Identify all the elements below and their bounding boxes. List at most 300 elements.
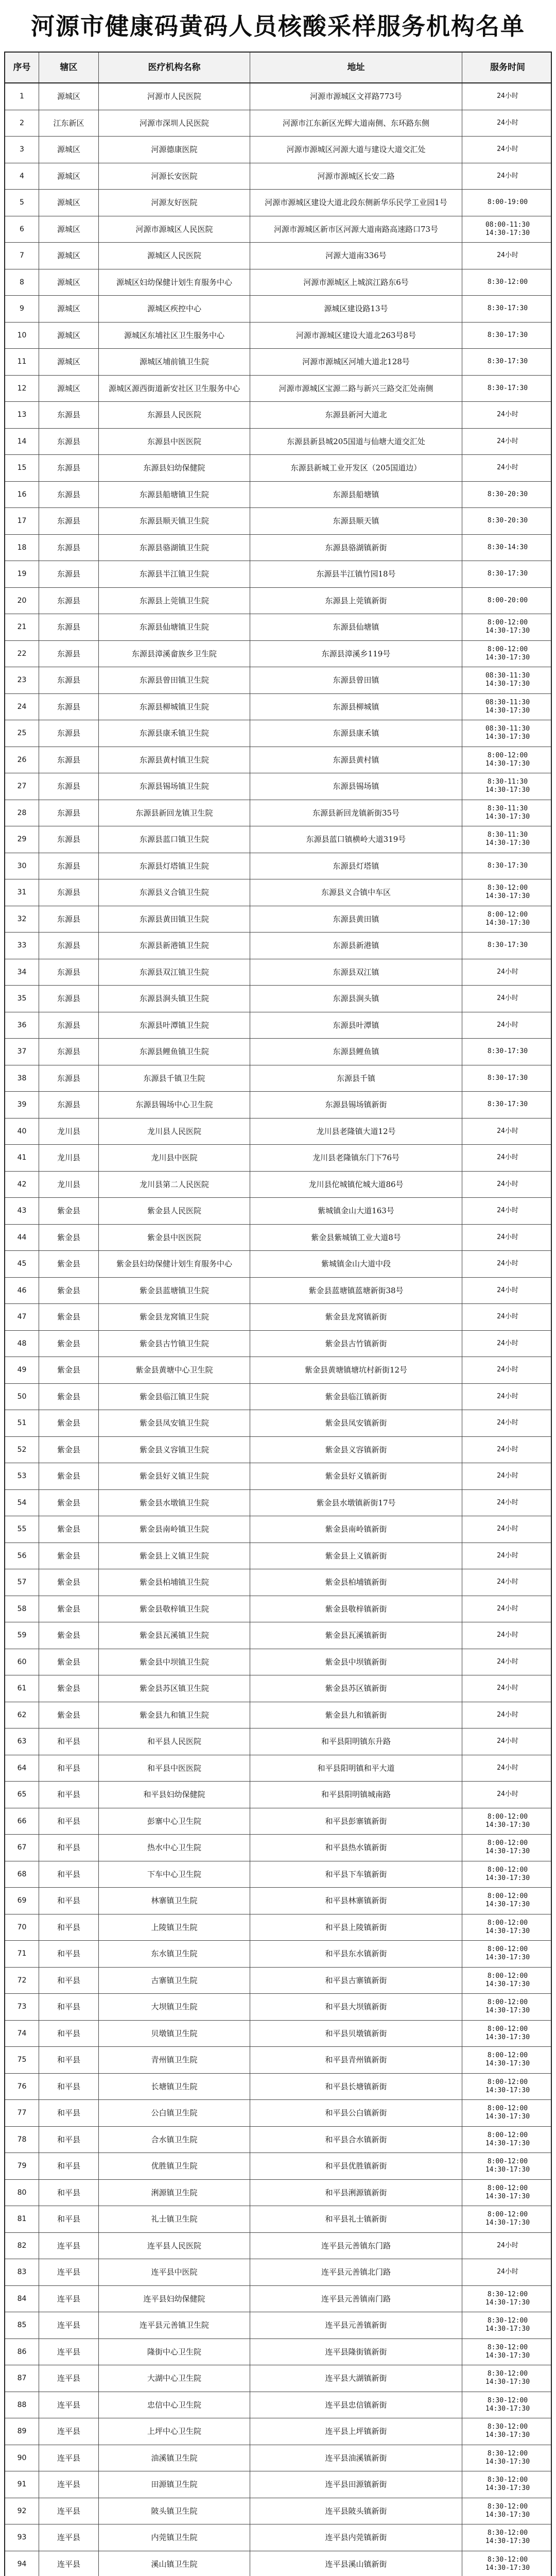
row-district: 紫金县 <box>39 1649 99 1675</box>
table-row <box>5 455 551 482</box>
row-index: 4 <box>5 163 39 190</box>
row-index: 10 <box>5 323 39 349</box>
row-index: 34 <box>5 959 39 986</box>
row-institution: 贝墩镇卫生院 <box>99 2021 250 2047</box>
row-district: 连平县 <box>39 2392 99 2418</box>
row-institution: 连平县妇幼保健院 <box>99 2286 250 2312</box>
row-index: 64 <box>5 1755 39 1782</box>
row-index: 19 <box>5 561 39 587</box>
table-row <box>5 269 551 296</box>
row-institution: 下车中心卫生院 <box>99 1861 250 1888</box>
row-index: 89 <box>5 2418 39 2445</box>
table-row <box>5 190 551 216</box>
row-service-time: 24小时 <box>497 1498 518 1506</box>
row-district: 连平县 <box>39 2233 99 2259</box>
table-row <box>5 2206 551 2233</box>
row-index: 88 <box>5 2392 39 2418</box>
row-district: 连平县 <box>39 2418 99 2445</box>
row-district: 东源县 <box>39 1012 99 1039</box>
row-service-time: 8:30-17:30 <box>487 304 528 313</box>
row-index: 78 <box>5 2127 39 2153</box>
row-address: 东源县黄村镇 <box>250 747 462 773</box>
row-institution: 大湖中心卫生院 <box>99 2365 250 2392</box>
row-district: 紫金县 <box>39 1675 99 1702</box>
row-service-time: 8:30-12:00 14:30-17:30 <box>485 2529 530 2546</box>
row-service-time: 24小时 <box>497 2241 518 2249</box>
row-service-time: 24小时 <box>497 437 518 445</box>
table-row <box>5 667 551 694</box>
row-index: 16 <box>5 482 39 508</box>
row-index: 69 <box>5 1888 39 1914</box>
row-index: 53 <box>5 1463 39 1489</box>
row-service-time: 24小时 <box>497 968 518 976</box>
row-service-time: 8:30-17:30 <box>487 570 528 578</box>
row-index: 3 <box>5 137 39 163</box>
row-district: 东源县 <box>39 667 99 693</box>
row-district: 紫金县 <box>39 1702 99 1728</box>
table-row <box>5 1039 551 1065</box>
row-service-time: 24小时 <box>497 1313 518 1321</box>
row-district: 和平县 <box>39 2021 99 2047</box>
row-address: 连平县油溪镇新街 <box>250 2445 462 2471</box>
table-row <box>5 110 551 137</box>
row-address: 河源大道南336号 <box>250 243 462 269</box>
row-institution: 紫金县义容镇卫生院 <box>99 1437 250 1463</box>
row-address: 河源市源城区新市区河源大道南路高速路口73号 <box>250 216 462 243</box>
row-institution: 彭寨中心卫生院 <box>99 1808 250 1835</box>
row-institution: 龙川县人民医院 <box>99 1118 250 1145</box>
row-district: 源城区 <box>39 216 99 243</box>
row-address: 和平县浰源镇新街 <box>250 2180 462 2206</box>
row-institution: 河源市人民医院 <box>99 83 250 110</box>
document-title: 河源市健康码黄码人员核酸采样服务机构名单 <box>31 12 525 40</box>
row-institution: 紫金县瓦溪镇卫生院 <box>99 1622 250 1649</box>
table-row <box>5 614 551 641</box>
row-district: 江东新区 <box>39 110 99 137</box>
row-institution: 东源县千镇卫生院 <box>99 1065 250 1092</box>
row-district: 紫金县 <box>39 1543 99 1569</box>
row-institution: 紫金县苏区镇卫生院 <box>99 1675 250 1702</box>
row-service-time: 24小时 <box>497 1021 518 1029</box>
row-district: 源城区 <box>39 323 99 349</box>
row-service-time: 8:30-12:00 14:30-17:30 <box>485 2423 530 2439</box>
row-address: 龙川县老隆镇大道12号 <box>250 1118 462 1145</box>
row-service-time: 24小时 <box>497 1472 518 1480</box>
table-row <box>5 1622 551 1649</box>
row-address: 东源县锡场镇新街 <box>250 1092 462 1118</box>
row-institution: 紫金县黄塘中心卫生院 <box>99 1357 250 1383</box>
row-institution: 东源县曾田镇卫生院 <box>99 667 250 693</box>
row-address: 河源市江东新区光辉大道南侧、东环路东侧 <box>250 110 462 137</box>
row-institution: 东源县仙塘镇卫生院 <box>99 614 250 640</box>
table-row <box>5 1012 551 1039</box>
row-institution: 油溪镇卫生院 <box>99 2445 250 2471</box>
row-service-time: 8:30-17:30 <box>487 941 528 950</box>
row-service-time: 08:30-11:30 14:30-17:30 <box>485 672 530 688</box>
row-index: 85 <box>5 2312 39 2338</box>
row-district: 紫金县 <box>39 1384 99 1410</box>
row-institution: 溪山镇卫生院 <box>99 2551 250 2576</box>
table-row <box>5 376 551 402</box>
table-row <box>5 163 551 190</box>
table-row <box>5 349 551 376</box>
row-district: 连平县 <box>39 2312 99 2338</box>
table-row <box>5 1728 551 1755</box>
row-district: 和平县 <box>39 1914 99 1941</box>
table-row <box>5 1543 551 1570</box>
row-district: 东源县 <box>39 535 99 561</box>
row-service-time: 8:00-12:00 14:30-17:30 <box>485 910 530 927</box>
row-institution: 和平县人民医院 <box>99 1728 250 1755</box>
row-district: 紫金县 <box>39 1596 99 1622</box>
row-index: 31 <box>5 879 39 906</box>
row-address: 连平县隆街镇新街 <box>250 2339 462 2365</box>
row-institution: 河源友好医院 <box>99 190 250 216</box>
row-service-time: 8:30-12:00 14:30-17:30 <box>485 2343 530 2360</box>
table-row <box>5 137 551 163</box>
row-address: 河源市源城区河埔大道北128号 <box>250 349 462 375</box>
row-institution: 公白镇卫生院 <box>99 2100 250 2126</box>
row-index: 21 <box>5 614 39 640</box>
row-institution: 优胜镇卫生院 <box>99 2153 250 2179</box>
table-row <box>5 2445 551 2472</box>
header-index: 序号 <box>5 53 39 82</box>
table-row <box>5 2524 551 2551</box>
row-district: 东源县 <box>39 720 99 747</box>
row-service-time: 24小时 <box>497 1260 518 1268</box>
row-index: 94 <box>5 2551 39 2576</box>
row-address: 东源县骆湖镇新街 <box>250 535 462 561</box>
table-row <box>5 800 551 827</box>
row-institution: 紫金县九和镇卫生院 <box>99 1702 250 1728</box>
table-row <box>5 1888 551 1914</box>
row-index: 65 <box>5 1782 39 1808</box>
row-district: 东源县 <box>39 614 99 640</box>
row-address: 东源县涧头镇 <box>250 986 462 1012</box>
row-district: 和平县 <box>39 2100 99 2126</box>
row-institution: 陂头镇卫生院 <box>99 2498 250 2524</box>
row-service-time: 8:00-12:00 14:30-17:30 <box>485 1839 530 1856</box>
row-index: 71 <box>5 1941 39 1967</box>
table-row <box>5 2339 551 2366</box>
row-district: 和平县 <box>39 1782 99 1808</box>
table-row <box>5 1569 551 1596</box>
row-district: 东源县 <box>39 959 99 986</box>
row-institution: 东源县康禾镇卫生院 <box>99 720 250 747</box>
row-institution: 东源县中医医院 <box>99 429 250 455</box>
row-index: 33 <box>5 933 39 959</box>
row-institution: 东水镇卫生院 <box>99 1941 250 1967</box>
row-index: 26 <box>5 747 39 773</box>
row-service-time: 24小时 <box>497 1419 518 1427</box>
row-index: 86 <box>5 2339 39 2365</box>
table-row <box>5 243 551 269</box>
table-row <box>5 508 551 535</box>
row-service-time: 8:00-12:00 14:30-17:30 <box>485 2025 530 2041</box>
row-institution: 东源县义合镇卫生院 <box>99 879 250 906</box>
row-index: 74 <box>5 2021 39 2047</box>
row-service-time: 8:30-20:30 <box>487 490 528 498</box>
row-service-time: 8:30-12:00 14:30-17:30 <box>485 2370 530 2386</box>
row-district: 源城区 <box>39 243 99 269</box>
row-service-time: 24小时 <box>497 1127 518 1135</box>
table-row <box>5 1782 551 1808</box>
row-index: 48 <box>5 1331 39 1357</box>
row-service-time: 24小时 <box>497 1286 518 1294</box>
table-row <box>5 959 551 986</box>
row-address: 紫金县紫城镇工业大道8号 <box>250 1225 462 1251</box>
row-district: 紫金县 <box>39 1622 99 1649</box>
header-service-time: 服务时间 <box>490 62 525 73</box>
row-district: 龙川县 <box>39 1145 99 1171</box>
row-address: 紫金县上义镇新街 <box>250 1543 462 1569</box>
row-institution: 紫金县中坝镇卫生院 <box>99 1649 250 1675</box>
row-service-time: 24小时 <box>497 1180 518 1188</box>
row-index: 30 <box>5 853 39 879</box>
row-district: 源城区 <box>39 163 99 190</box>
row-address: 和平县东水镇新街 <box>250 1941 462 1967</box>
row-index: 23 <box>5 667 39 693</box>
row-address: 源城区建设路13号 <box>250 296 462 322</box>
row-index: 59 <box>5 1622 39 1649</box>
table-row <box>5 1994 551 2021</box>
row-index: 87 <box>5 2365 39 2392</box>
row-index: 43 <box>5 1198 39 1224</box>
row-address: 东源县鲤鱼镇 <box>250 1039 462 1065</box>
row-address: 紫金县中坝镇新街 <box>250 1649 462 1675</box>
row-service-time: 24小时 <box>497 1764 518 1772</box>
header-district: 辖区 <box>39 53 99 82</box>
row-institution: 紫金县上义镇卫生院 <box>99 1543 250 1569</box>
row-address: 紫金县蓝塘镇蓝塘新街38号 <box>250 1278 462 1304</box>
table-row <box>5 986 551 1012</box>
row-address: 龙川县老隆镇东门下76号 <box>250 1145 462 1171</box>
row-address: 和平县合水镇新街 <box>250 2127 462 2153</box>
row-district: 紫金县 <box>39 1569 99 1596</box>
row-index: 8 <box>5 269 39 296</box>
row-institution: 河源长安医院 <box>99 163 250 190</box>
row-institution: 东源县漳溪畲族乡卫生院 <box>99 641 250 667</box>
row-address: 和平县林寨镇新街 <box>250 1888 462 1914</box>
row-district: 源城区 <box>39 190 99 216</box>
row-institution: 东源县锡场中心卫生院 <box>99 1092 250 1118</box>
row-institution: 上陵镇卫生院 <box>99 1914 250 1941</box>
row-address: 河源市源城区长安二路 <box>250 163 462 190</box>
table-row <box>5 1172 551 1198</box>
row-index: 24 <box>5 694 39 720</box>
row-institution: 东源县顺天镇卫生院 <box>99 508 250 534</box>
row-district: 东源县 <box>39 694 99 720</box>
row-index: 55 <box>5 1516 39 1543</box>
row-index: 9 <box>5 296 39 322</box>
row-institution: 河源市深圳人民医院 <box>99 110 250 137</box>
row-service-time: 8:00-12:00 14:30-17:30 <box>485 1998 530 2015</box>
row-institution: 河源市源城区人民医院 <box>99 216 250 243</box>
row-institution: 礼士镇卫生院 <box>99 2206 250 2232</box>
row-index: 92 <box>5 2498 39 2524</box>
row-institution: 东源县鲤鱼镇卫生院 <box>99 1039 250 1065</box>
row-institution: 东源县黄田镇卫生院 <box>99 906 250 933</box>
row-service-time: 24小时 <box>497 1631 518 1639</box>
row-service-time: 8:30-12:00 14:30-17:30 <box>485 2317 530 2333</box>
table-row <box>5 2153 551 2180</box>
row-institution: 田源镇卫生院 <box>99 2471 250 2498</box>
row-district: 东源县 <box>39 933 99 959</box>
row-institution: 源城区疾控中心 <box>99 296 250 322</box>
row-address: 东源县新城工业开发区（205国道边） <box>250 455 462 481</box>
row-address: 和平县热水镇新街 <box>250 1835 462 1861</box>
table-row <box>5 720 551 747</box>
table-row <box>5 773 551 800</box>
row-district: 东源县 <box>39 747 99 773</box>
table-row <box>5 2498 551 2525</box>
row-service-time: 8:00-12:00 14:30-17:30 <box>485 2158 530 2174</box>
row-district: 和平县 <box>39 2206 99 2232</box>
table-row <box>5 2312 551 2339</box>
row-index: 39 <box>5 1092 39 1118</box>
table-row <box>5 296 551 323</box>
row-institution: 和平县妇幼保健院 <box>99 1782 250 1808</box>
row-service-time: 8:00-12:00 14:30-17:30 <box>485 1945 530 1962</box>
row-district: 紫金县 <box>39 1490 99 1516</box>
row-index: 82 <box>5 2233 39 2259</box>
row-address: 和平县大坝镇新街 <box>250 1994 462 2020</box>
row-district: 东源县 <box>39 588 99 614</box>
row-index: 27 <box>5 773 39 800</box>
row-institution: 东源县锡场镇卫生院 <box>99 773 250 800</box>
table-row <box>5 1410 551 1437</box>
row-institution: 紫金县好义镇卫生院 <box>99 1463 250 1489</box>
row-institution: 东源县新回龙镇卫生院 <box>99 800 250 826</box>
row-institution: 和平县中医医院 <box>99 1755 250 1782</box>
table-row <box>5 879 551 906</box>
row-address: 和平县公白镇新街 <box>250 2100 462 2126</box>
row-index: 25 <box>5 720 39 747</box>
row-institution: 东源县涧头镇卫生院 <box>99 986 250 1012</box>
table-row <box>5 1437 551 1464</box>
table-row <box>5 1968 551 1994</box>
row-district: 东源县 <box>39 455 99 481</box>
table-row <box>5 853 551 880</box>
row-service-time: 8:30-17:30 <box>487 1100 528 1109</box>
row-index: 18 <box>5 535 39 561</box>
row-service-time: 8:30-12:00 <box>487 278 528 286</box>
row-index: 67 <box>5 1835 39 1861</box>
row-address: 紫金县黄塘镇塘坑村新街12号 <box>250 1357 462 1383</box>
row-service-time: 08:00-11:30 14:30-17:30 <box>485 221 530 237</box>
row-index: 75 <box>5 2047 39 2073</box>
row-institution: 隆街中心卫生院 <box>99 2339 250 2365</box>
row-address: 东源县新河大道北 <box>250 402 462 428</box>
row-institution: 紫金县凤安镇卫生院 <box>99 1410 250 1436</box>
table-row <box>5 2100 551 2127</box>
row-index: 57 <box>5 1569 39 1596</box>
row-institution: 浰源镇卫生院 <box>99 2180 250 2206</box>
table-row <box>5 1914 551 1941</box>
table-row <box>5 1065 551 1092</box>
row-district: 东源县 <box>39 429 99 455</box>
row-service-time: 24小时 <box>497 1392 518 1400</box>
row-service-time: 8:00-12:00 14:30-17:30 <box>485 2105 530 2121</box>
row-index: 56 <box>5 1543 39 1569</box>
row-district: 紫金县 <box>39 1251 99 1277</box>
header-address: 地址 <box>250 53 462 82</box>
row-address: 连平县上坪镇新街 <box>250 2418 462 2445</box>
table-row <box>5 2551 551 2576</box>
table-row <box>5 2021 551 2047</box>
row-service-time: 8:30-12:00 14:30-17:30 <box>485 2555 530 2572</box>
row-institution: 东源县灯塔镇卫生院 <box>99 853 250 879</box>
row-district: 和平县 <box>39 1994 99 2020</box>
row-district: 东源县 <box>39 561 99 587</box>
row-district: 和平县 <box>39 1835 99 1861</box>
row-index: 1 <box>5 83 39 110</box>
row-index: 51 <box>5 1410 39 1436</box>
row-index: 7 <box>5 243 39 269</box>
table-row <box>5 933 551 959</box>
row-index: 20 <box>5 588 39 614</box>
row-district: 和平县 <box>39 2127 99 2153</box>
row-institution: 紫金县南岭镇卫生院 <box>99 1516 250 1543</box>
row-district: 和平县 <box>39 1941 99 1967</box>
table-row <box>5 1357 551 1384</box>
row-index: 58 <box>5 1596 39 1622</box>
row-service-time: 8:30-12:00 14:30-17:30 <box>485 2502 530 2519</box>
row-institution: 东源县柳城镇卫生院 <box>99 694 250 720</box>
row-index: 81 <box>5 2206 39 2232</box>
row-index: 44 <box>5 1225 39 1251</box>
row-address: 紫城镇金山大道中段 <box>250 1251 462 1277</box>
row-service-time: 24小时 <box>497 1551 518 1560</box>
row-address: 连平县田源镇新街 <box>250 2471 462 2498</box>
row-index: 76 <box>5 2074 39 2100</box>
row-district: 连平县 <box>39 2365 99 2392</box>
table-row <box>5 482 551 509</box>
row-address: 和平县彭寨镇新街 <box>250 1808 462 1835</box>
table-row <box>5 1675 551 1702</box>
row-district: 源城区 <box>39 137 99 163</box>
row-service-time: 8:00-12:00 14:30-17:30 <box>485 619 530 635</box>
row-district: 连平县 <box>39 2551 99 2576</box>
row-service-time: 8:30-11:30 14:30-17:30 <box>485 831 530 848</box>
row-address: 紫金县敬梓镇新街 <box>250 1596 462 1622</box>
table-row <box>5 2286 551 2313</box>
table-row <box>5 1145 551 1172</box>
row-address: 紫金县龙窝镇新街 <box>250 1304 462 1330</box>
row-district: 紫金县 <box>39 1516 99 1543</box>
row-address: 河源市源城区上城滨江路东6号 <box>250 269 462 296</box>
row-address: 东源县叶潭镇 <box>250 1012 462 1039</box>
row-institution: 东源县上莞镇卫生院 <box>99 588 250 614</box>
row-index: 12 <box>5 376 39 402</box>
row-address: 东源县新回龙镇新街35号 <box>250 800 462 826</box>
row-institution: 东源县妇幼保健院 <box>99 455 250 481</box>
table-row <box>5 2233 551 2260</box>
row-address: 紫金县凤安镇新街 <box>250 1410 462 1436</box>
table-row <box>5 429 551 455</box>
row-address: 东源县灯塔镇 <box>250 853 462 879</box>
row-district: 源城区 <box>39 376 99 402</box>
table-header-row <box>5 53 551 83</box>
row-district: 源城区 <box>39 269 99 296</box>
row-address: 连平县溪山镇新街 <box>250 2551 462 2576</box>
row-index: 68 <box>5 1861 39 1888</box>
row-institution: 龙川县中医院 <box>99 1145 250 1171</box>
row-index: 14 <box>5 429 39 455</box>
table-row <box>5 1702 551 1729</box>
row-address: 紫金县好义镇新街 <box>250 1463 462 1489</box>
row-institution: 龙川县第二人民医院 <box>99 1172 250 1198</box>
